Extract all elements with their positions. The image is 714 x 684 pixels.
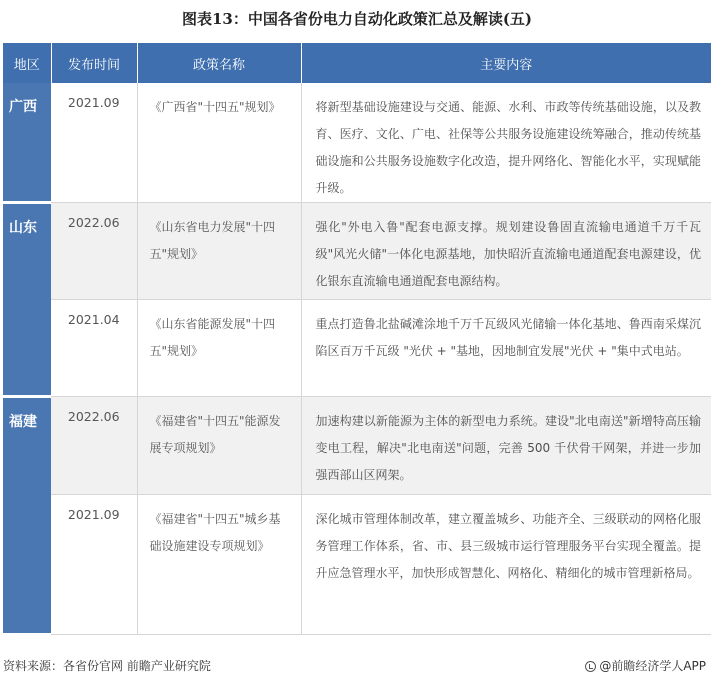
table-row bbox=[3, 495, 711, 635]
table-row bbox=[3, 83, 711, 203]
date-cell: 2021.09 bbox=[51, 83, 137, 203]
date-cell: 2021.09 bbox=[51, 495, 137, 635]
content-cell: 重点打造鲁北盐碱滩涂地千万千瓦级风光储输一体化基地、鲁西南采煤沉陷区百万千瓦级 "光伏 + "基地，因地制宜发展"光伏 + "集中式电站。 bbox=[301, 300, 711, 397]
table-row bbox=[3, 397, 711, 495]
brand-credit-text: @前瞻经济学人APP bbox=[599, 659, 706, 673]
source-note: 资料来源：各省份官网 前瞻产业研究院 bbox=[3, 659, 211, 673]
header-main-content: 主要内容 bbox=[301, 43, 711, 83]
region-cell: 福建 bbox=[3, 397, 51, 635]
table-row bbox=[3, 300, 711, 397]
header-region: 地区 bbox=[3, 43, 51, 83]
header-date: 发布时间 bbox=[51, 43, 137, 83]
table-header-row bbox=[3, 43, 711, 83]
brand-credit bbox=[585, 657, 706, 674]
content-cell: 加速构建以新能源为主体的新型电力系统。建设"北电南送"新增特高压输变电工程，解决"北电南送"问题，完善 500 千伏骨干网架，并进一步加强西部山区网架。 bbox=[301, 397, 711, 495]
policy-name-cell: 《广西省"十四五"规划》 bbox=[137, 83, 301, 203]
policy-name-cell: 《福建省"十四五"城乡基础设施建设专项规划》 bbox=[137, 495, 301, 635]
policy-name-cell: 《福建省"十四五"能源发展专项规划》 bbox=[137, 397, 301, 495]
policy-name-cell: 《山东省能源发展"十四五"规划》 bbox=[137, 300, 301, 397]
date-cell: 2022.06 bbox=[51, 203, 137, 300]
table-row bbox=[3, 203, 711, 300]
content-cell: 将新型基础设施建设与交通、能源、水利、市政等传统基础设施，以及教育、医疗、文化、广电、社保等公共服务设施建设统筹融合，推动传统基础设施和公共服务设施数字化改造，提升网络化、智能化水平，实现赋能升级。 bbox=[301, 83, 711, 203]
policy-table bbox=[3, 43, 711, 636]
region-cell: 广西 bbox=[3, 83, 51, 203]
header-policy-name: 政策名称 bbox=[137, 43, 301, 83]
date-cell: 2022.06 bbox=[51, 397, 137, 495]
chart-title: 图表13：中国各省份电力自动化政策汇总及解读(五) bbox=[181, 10, 533, 28]
policy-name-cell: 《山东省电力发展"十四五"规划》 bbox=[137, 203, 301, 300]
content-cell: 强化"外电入鲁"配套电源支撑。规划建设鲁固直流输电通道千万千瓦级"风光火储"一体化电源基地，加快昭沂直流输电通道配套电源建设，优化银东直流输电通道配套电源结构。 bbox=[301, 203, 711, 300]
date-cell: 2021.04 bbox=[51, 300, 137, 397]
region-cell: 山东 bbox=[3, 203, 51, 397]
brand-logo-icon bbox=[585, 661, 596, 672]
content-cell: 深化城市管理体制改革，建立覆盖城乡、功能齐全、三级联动的网格化服务管理工作体系，省、市、县三级城市运行管理服务平台实现全覆盖。提升应急管理水平，加快形成智慧化、网格化、精细化的城市管理新格局。 bbox=[301, 495, 711, 635]
